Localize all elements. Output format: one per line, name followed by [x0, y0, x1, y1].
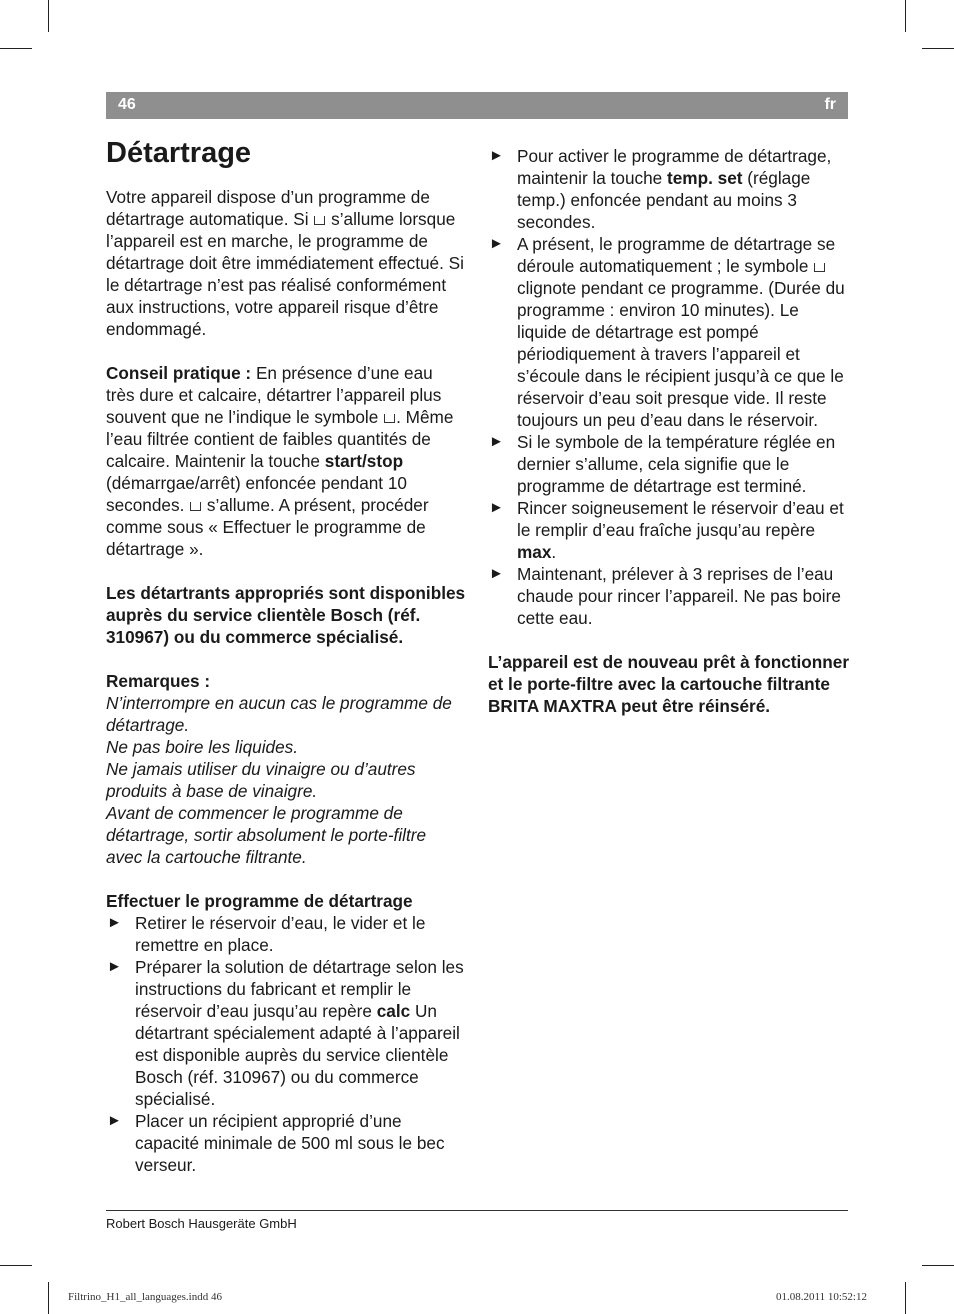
tip-text-4: s’allume. A présent, procéder comme sous « Effectuer le programme de détartrage ». [106, 495, 429, 559]
suppliers-note: Les détartrants appropriés sont disponibles auprès du service clientèle Bosch (réf. 310967) ou du commerce spécialisé. [106, 583, 466, 647]
left-column [106, 134, 466, 1176]
remark-line: Avant de commencer le programme de détartrage, sortir absolument le porte-filtre avec la cartouche filtrante. [106, 803, 427, 867]
closing-note: L’appareil est de nouveau prêt à fonctionner et le porte-filtre avec la cartouche filtrante BRITA MAXTRA peut être réinséré. [488, 652, 850, 716]
procedure-step [106, 956, 466, 1110]
step-text: Maintenant, prélever à 3 reprises de l’eau chaude pour rincer l’appareil. Ne pas boire cette eau. [517, 564, 841, 628]
slug-datetime: 01.08.2011 10:52:12 [776, 1291, 867, 1303]
step-text: Préparer la solution de détartrage selon les instructions du fabricant et remplir le réservoir d’eau jusqu’au repère [135, 957, 464, 1021]
right-column [488, 145, 850, 739]
calc-mark: calc [376, 1001, 411, 1021]
step-text: clignote pendant ce programme. (Durée du programme : environ 10 minutes). Le liquide de détartrage est pompé périodiquement à travers l’appareil et s’écoule dans le récipient jusqu’à ce que le réservoir d’eau soit presque vide. Il reste toujours un peu d’eau dans le réservoir. [517, 278, 845, 430]
arrow-bullet-icon: ► [489, 565, 504, 582]
step-text: Rincer soigneusement le réservoir d’eau et le remplir d’eau fraîche jusqu’au repère [517, 498, 844, 540]
page-header-bar [106, 92, 848, 119]
intro-text-1: Votre appareil dispose d’un programme de détartrage automatique. Si [106, 187, 430, 229]
crop-mark [0, 48, 32, 49]
arrow-bullet-icon: ► [489, 499, 504, 516]
descale-icon [384, 414, 395, 423]
step-text: . [551, 542, 557, 562]
remark-line: Ne pas boire les liquides. [106, 737, 299, 757]
max-mark: max [517, 542, 552, 562]
procedure-step [488, 233, 850, 431]
temp-set-key: temp. set [667, 168, 743, 188]
remark-line: Ne jamais utiliser du vinaigre ou d’autres produits à base de vinaigre. [106, 759, 416, 801]
arrow-bullet-icon: ► [107, 1112, 122, 1129]
descale-icon [814, 263, 825, 272]
tip-text-1: En présence d’une eau très dure et calcaire, détartrer l’appareil plus souvent que ne l’indique le symbole [106, 363, 442, 427]
crop-mark [0, 1265, 32, 1266]
crop-mark [48, 0, 49, 32]
arrow-bullet-icon: ► [489, 235, 504, 252]
arrow-bullet-icon: ► [107, 914, 122, 931]
step-text: A présent, le programme de détartrage se déroule automatiquement ; le symbole [517, 234, 836, 276]
remark-line: N’interrompre en aucun cas le programme de détartrage. [106, 693, 452, 735]
footer-company: Robert Bosch Hausgeräte GmbH [106, 1216, 297, 1231]
tip-label: Conseil pratique : [106, 363, 252, 383]
crop-mark [905, 0, 906, 32]
step-text: (réglage temp.) enfoncée pendant au moins 3 secondes. [517, 168, 811, 232]
crop-mark [905, 1282, 906, 1314]
language-code: fr [824, 96, 836, 113]
procedure-step [488, 431, 850, 497]
procedure-step [106, 912, 466, 956]
remarks-block [106, 670, 466, 868]
procedure-step [488, 145, 850, 233]
procedure-steps-left [106, 912, 466, 1176]
start-stop-key: start/stop [324, 451, 404, 471]
procedure-step [488, 563, 850, 629]
step-text: Pour activer le programme de détartrage, maintenir la touche [517, 146, 832, 188]
tip-paragraph [106, 362, 466, 560]
page-title: Détartrage [106, 137, 252, 169]
descale-icon [314, 216, 325, 225]
step-text: Si le symbole de la température réglée en dernier s’allume, cela signifie que le programme de détartrage est terminé. [517, 432, 836, 496]
procedure-step [488, 497, 850, 563]
footer-rule [106, 1210, 848, 1211]
procedure-steps-right [488, 145, 850, 629]
procedure-heading: Effectuer le programme de détartrage [106, 891, 413, 911]
crop-mark [922, 48, 954, 49]
arrow-bullet-icon: ► [489, 147, 504, 164]
intro-paragraph [106, 186, 466, 340]
step-text: Retirer le réservoir d’eau, le vider et le remettre en place. [135, 913, 426, 955]
descale-icon [190, 502, 201, 511]
step-text: Placer un récipient approprié d’une capacité minimale de 500 ml sous le bec verseur. [135, 1111, 445, 1175]
remarks-label: Remarques : [106, 671, 211, 691]
arrow-bullet-icon: ► [107, 958, 122, 975]
slug-filename: Filtrino_H1_all_languages.indd 46 [68, 1291, 222, 1303]
tip-text-2: . Même l’eau filtrée contient de faibles quantités de calcaire. Maintenir la touche [106, 407, 454, 471]
procedure-step [106, 1110, 466, 1176]
crop-mark [48, 1282, 49, 1314]
tip-text-3: (démarrgae/arrêt) enfoncée pendant 10 secondes. [106, 473, 407, 515]
intro-text-2: s’allume lorsque l’appareil est en marche, le programme de détartrage doit être immédiatement effectué. Si le détartrage n’est pas réalisé conformément aux instructions, votre appareil risque d’être endommagé. [106, 209, 464, 339]
page-number: 46 [118, 96, 136, 113]
arrow-bullet-icon: ► [489, 433, 504, 450]
step-extra-text: Un détartrant spécialement adapté à l’appareil est disponible auprès du service clientèle Bosch (réf. 310967) ou du commerce spécialisé. [135, 1001, 460, 1109]
crop-mark [922, 1265, 954, 1266]
